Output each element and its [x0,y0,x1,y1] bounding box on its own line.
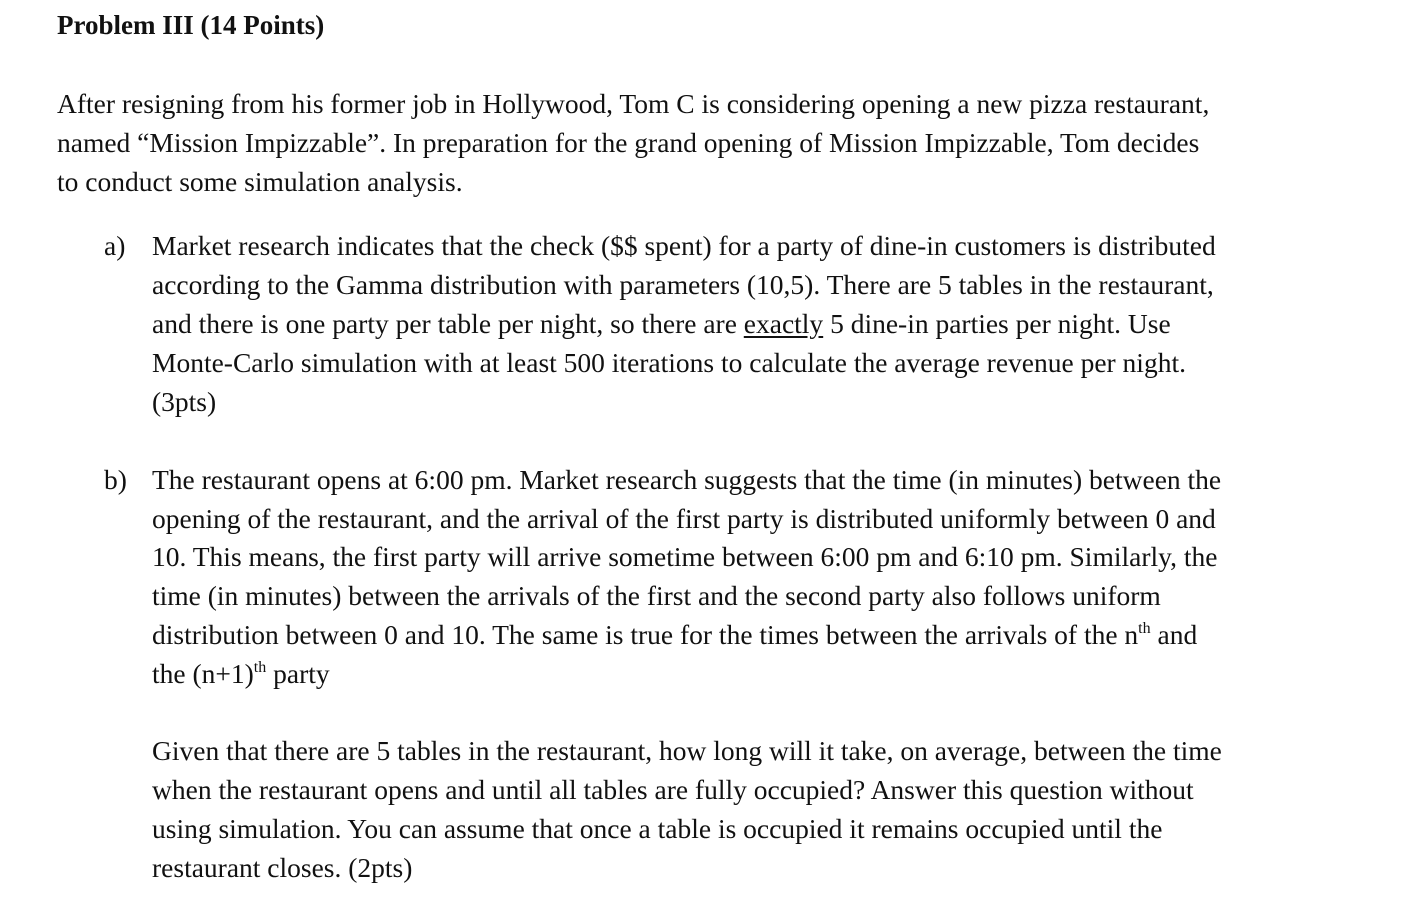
problem-title: Problem III (14 Points) [57,10,325,40]
part-a-text: and there is one party per table per night, so there are [152,308,744,339]
part-a-line: Market research indicates that the check ($$ spent) for a party of dine-in customers is distributed [152,230,1216,261]
part-a-line: Monte-Carlo simulation with at least 500 iterations to calculate the average revenue per night. [152,347,1186,378]
part-a-text: 5 dine-in parties per night. Use [823,308,1171,339]
intro-line: After resigning from his former job in Hollywood, Tom C is considering opening a new pizza restaurant, [57,88,1210,119]
intro-line: named “Mission Impizzable”. In preparation for the grand opening of Mission Impizzable, Tom decides [57,127,1200,158]
part-b-line: time (in minutes) between the arrivals of the first and the second party also follows uniform [152,580,1161,611]
part-b-question-line: restaurant closes. (2pts) [152,852,413,883]
part-b-question-line: when the restaurant opens and until all tables are fully occupied? Answer this question without [152,774,1194,805]
superscript-th: th [253,659,267,676]
part-b-line [152,657,330,691]
part-a-marker: a) [104,230,126,261]
part-b-line: The restaurant opens at 6:00 pm. Market research suggests that the time (in minutes) between the [152,464,1222,495]
part-b-text: distribution between 0 and 10. The same is true for the times between the arrivals of the n [152,619,1139,650]
part-b-text: party [266,658,330,689]
intro-line: to conduct some simulation analysis. [57,166,463,197]
part-b-question-line: using simulation. You can assume that once a table is occupied it remains occupied until the [152,813,1163,844]
emphasis-exactly: exactly [743,308,824,339]
part-b-line: 10. This means, the first party will arrive sometime between 6:00 pm and 6:10 pm. Similarly, the [152,541,1218,572]
part-a-points: (3pts) [152,386,217,417]
part-b-line: opening of the restaurant, and the arrival of the first party is distributed uniformly between 0 and [152,503,1216,534]
part-b-text: and [1150,619,1198,650]
part-b-text: the (n+1) [152,658,254,689]
superscript-th: th [1138,620,1151,637]
part-a-line: according to the Gamma distribution with parameters (10,5). There are 5 tables in the restaurant, [152,269,1214,300]
part-b-line [152,618,1197,652]
part-a-line [152,307,1171,341]
part-b-question-line: Given that there are 5 tables in the restaurant, how long will it take, on average, between the time [152,735,1222,766]
part-b-marker: b) [104,464,127,495]
